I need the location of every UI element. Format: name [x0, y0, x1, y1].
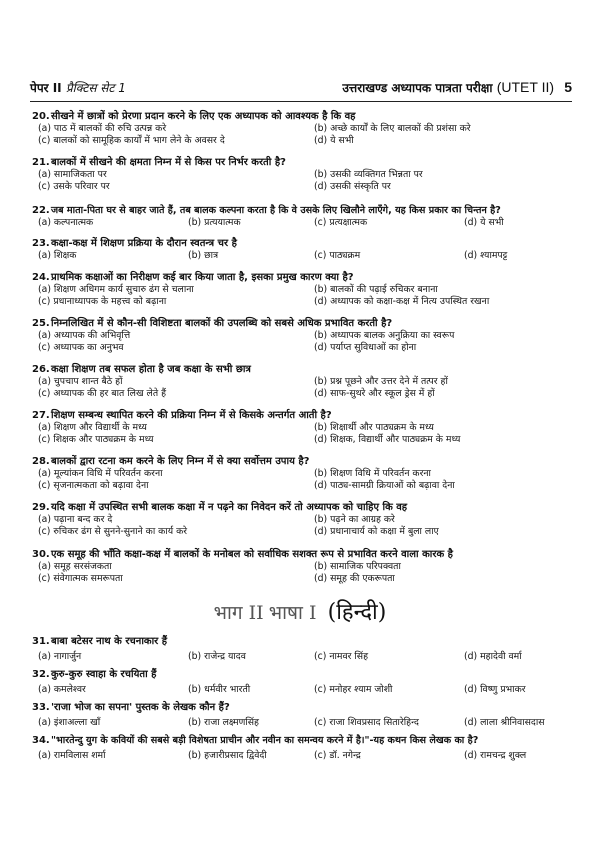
question-number: 31.	[32, 636, 50, 647]
question-text: 'राजा भोज का सपना' पुस्तक के लेखक कौन हैं?	[51, 702, 230, 713]
option-b: (b) अच्छे कार्यों के लिए बालकों की प्रशंसा करे	[314, 123, 471, 134]
option-c: (c) शिक्षक और पाठ्यक्रम के मध्य	[38, 434, 154, 445]
question-33	[32, 702, 578, 729]
question-text: प्राथमिक कक्षाओं का निरीक्षण कई बार किया जाता है, इसका प्रमुख कारण क्या है?	[51, 272, 354, 283]
question-text: कक्षा-कक्ष में शिक्षण प्रक्रिया के दौरान स्वतन्त्र चर है	[51, 238, 237, 249]
question-28	[32, 456, 578, 492]
question-number: 33.	[32, 702, 50, 713]
question-text: निम्नलिखित में से कौन-सी विशिष्टता बालकों की उपलब्धि को सबसे अधिक प्रभावित करती है?	[51, 318, 393, 329]
question-number: 28.	[32, 456, 50, 467]
option-d: (d) अध्यापक को कक्षा-कक्ष में नित्य उपस्थित रखना	[314, 296, 490, 307]
question-number: 20.	[32, 111, 50, 122]
question-text: शिक्षण सम्बन्ध स्थापित करने की प्रक्रिया निम्न में से किसके अन्तर्गत आती है?	[51, 410, 332, 421]
header-divider	[30, 101, 572, 102]
option-c: (c) प्रधानाध्यापक के महत्त्व को बढ़ाना	[38, 296, 167, 307]
question-number: 23.	[32, 238, 50, 249]
page-header	[30, 79, 572, 101]
option-a: (a) शिक्षण अधिगम कार्य सुचारु ढंग से चलाना	[38, 284, 194, 295]
option-d: (d) उसकी संस्कृति पर	[314, 181, 391, 192]
option-c: (c) संवेगात्मक समरूपता	[38, 573, 123, 584]
option-b: (b) प्रश्न पूछने और उत्तर देने में तत्पर हों	[314, 376, 448, 387]
question-23	[32, 238, 578, 262]
option-b: (b) हजारीप्रसाद द्विवेदी	[188, 750, 267, 761]
question-34	[32, 735, 578, 762]
option-c: (c) डॉ. नगेन्द्र	[314, 750, 361, 761]
option-a: (a) नागार्जुन	[38, 651, 82, 662]
option-b: (b) उसकी व्यक्तिगत भिन्नता पर	[314, 169, 423, 180]
header-title: उत्तराखण्ड अध्यापक पात्रता परीक्षा	[342, 81, 493, 95]
option-b: (b) सामाजिक परिपक्वता	[314, 561, 401, 572]
header-code: (UTET II)	[496, 79, 555, 95]
option-c: (c) प्रत्यक्षात्मक	[314, 217, 368, 228]
question-text: यदि कक्षा में उपस्थित सभी बालक कक्षा में न पढ़ने का निवेदन करें तो अध्यापक को चाहिए कि वह	[51, 502, 408, 513]
option-a: (a) कल्पनात्मक	[38, 217, 94, 228]
option-b: (b) धर्मवीर भारती	[188, 684, 251, 695]
question-text: "भारतेन्दु युग के कवियों की सबसे बड़ी विशेषता प्राचीन और नवीन का समन्वय करने में है।"-यह कथन किस लेखक का है?	[51, 735, 479, 746]
option-d: (d) महादेवी वर्मा	[464, 651, 522, 662]
option-c: (c) नामवर सिंह	[314, 651, 369, 662]
question-text: कुरु-कुरु स्वाहा के रचयिता हैं	[51, 669, 157, 680]
part-label: भाग II	[213, 602, 264, 624]
option-b: (b) छात्र	[188, 250, 219, 261]
page-number: 5	[564, 79, 572, 95]
option-a: (a) इंशाअल्ला खाँ	[38, 717, 101, 728]
question-31	[32, 636, 578, 663]
option-d: (d) श्यामपट्ट	[464, 250, 508, 261]
option-a: (a) रामविलास शर्मा	[38, 750, 106, 761]
question-text: बाबा बटेसर नाथ के रचनाकार हैं	[51, 636, 168, 647]
header-paper: पेपर II	[30, 81, 62, 95]
option-b: (b) राजेन्द्र यादव	[188, 651, 246, 662]
option-d: (d) ये सभी	[314, 135, 354, 146]
option-c: (c) बालकों को सामूहिक कार्यों में भाग लेने के अवसर दे	[38, 135, 225, 146]
option-d: (d) रामचन्द्र शुक्ल	[464, 750, 527, 761]
option-d: (d) प्रधानाचार्य को कक्षा में बुला लाए	[314, 526, 439, 537]
question-21	[32, 157, 578, 193]
question-30	[32, 549, 578, 585]
question-number: 25.	[32, 318, 50, 329]
question-24	[32, 272, 578, 308]
option-a: (a) चुपचाप शान्त बैठे हों	[38, 376, 123, 387]
part-heading	[0, 596, 600, 626]
option-d: (d) ये सभी	[464, 217, 504, 228]
question-number: 29.	[32, 502, 50, 513]
question-text: एक समूह की भाँति कक्षा-कक्ष में बालकों के मनोबल को सर्वाधिक सशक्त रूप से प्रभावित करने वाला कारक है	[51, 549, 453, 560]
question-text: जब माता-पिता घर से बाहर जाते हैं, तब बालक कल्पना करता है कि वे उसके लिए खिलौने लाएँगे, यह किस प्रकार का चिन्तन है?	[51, 205, 501, 216]
option-d: (d) साफ-सुथरे और स्कूल ड्रेस में हों	[314, 388, 435, 399]
option-d: (d) शिक्षक, विद्यार्थी और पाठ्यक्रम के मध्य	[314, 434, 461, 445]
option-d: (d) लाला श्रीनिवासदास	[464, 717, 545, 728]
option-d: (d) समूह की एकरूपता	[314, 573, 395, 584]
question-22	[32, 205, 578, 229]
option-c: (c) पाठ्यक्रम	[314, 250, 361, 261]
question-number: 27.	[32, 410, 50, 421]
option-a: (a) कमलेश्वर	[38, 684, 86, 695]
question-text: बालकों द्वारा रटना कम करने के लिए निम्न में से क्या सर्वोत्तम उपाय है?	[51, 456, 310, 467]
option-c: (c) मनोहर श्याम जोशी	[314, 684, 393, 695]
question-text: सीखने में छात्रों को प्रेरणा प्रदान करने के लिए एक अध्यापक को आवश्यक है कि वह	[51, 111, 356, 122]
option-c: (c) अध्यापक की हर बात लिख लेते हैं	[38, 388, 167, 399]
option-c: (c) सृजनात्मकता को बढ़ावा देना	[38, 480, 149, 491]
question-number: 30.	[32, 549, 50, 560]
option-b: (b) पढ़ने का आग्रह करे	[314, 514, 395, 525]
question-text: कक्षा शिक्षण तब सफल होता है जब कक्षा के सभी छात्र	[51, 364, 251, 375]
option-b: (b) अध्यापक बालक अनुक्रिया का स्वरूप	[314, 330, 455, 341]
header-paper-set	[30, 79, 126, 96]
option-d: (d) पर्याप्त सुविधाओं का होना	[314, 342, 417, 353]
option-a: (a) पाठ में बालकों की रुचि उत्पन्न करे	[38, 123, 167, 134]
option-b: (b) शिक्षार्थी और पाठ्यक्रम के मध्य	[314, 422, 434, 433]
option-d: (d) पाठ्य-सामग्री क्रियाओं को बढ़ावा देना	[314, 480, 455, 491]
question-25	[32, 318, 578, 354]
option-a: (a) शिक्षण और विद्यार्थी के मध्य	[38, 422, 147, 433]
option-b: (b) शिक्षण विधि में परिवर्तन करना	[314, 468, 431, 479]
option-a: (a) सामाजिकता पर	[38, 169, 107, 180]
question-20	[32, 111, 578, 147]
option-b: (b) बालकों की पढ़ाई रुचिकर बनाना	[314, 284, 438, 295]
question-32	[32, 669, 578, 696]
option-c: (c) अध्यापक का अनुभव	[38, 342, 124, 353]
question-27	[32, 410, 578, 446]
question-number: 21.	[32, 157, 50, 168]
option-a: (a) मूल्यांकन विधि में परिवर्तन करना	[38, 468, 163, 479]
question-number: 22.	[32, 205, 50, 216]
question-text: बालकों में सीखने की क्षमता निम्न में से किस पर निर्भर करती है?	[51, 157, 286, 168]
question-number: 32.	[32, 669, 50, 680]
option-c: (c) उसके परिवार पर	[38, 181, 110, 192]
part-language: (हिन्दी)	[327, 600, 387, 625]
question-number: 24.	[32, 272, 50, 283]
part-name: भाषा I	[268, 602, 317, 624]
question-number: 34.	[32, 735, 50, 746]
option-a: (a) पढ़ाना बन्द कर दे	[38, 514, 113, 525]
option-a: (a) समूह सरसंजकता	[38, 561, 112, 572]
option-b: (b) राजा लक्ष्मणसिंह	[188, 717, 259, 728]
question-29	[32, 502, 578, 538]
option-c: (c) रुचिकर ढंग से सुनने-सुनाने का कार्य करे	[38, 526, 188, 537]
header-exam-title	[342, 79, 572, 96]
header-set: प्रैक्टिस सेट 1	[65, 81, 126, 95]
option-c: (c) राजा शिवप्रसाद सितारेहिन्द	[314, 717, 419, 728]
option-a: (a) अध्यापक की अभिवृत्ति	[38, 330, 131, 341]
question-number: 26.	[32, 364, 50, 375]
option-a: (a) शिक्षक	[38, 250, 77, 261]
option-b: (b) प्रत्ययात्मक	[188, 217, 241, 228]
question-26	[32, 364, 578, 400]
option-d: (d) विष्णु प्रभाकर	[464, 684, 526, 695]
